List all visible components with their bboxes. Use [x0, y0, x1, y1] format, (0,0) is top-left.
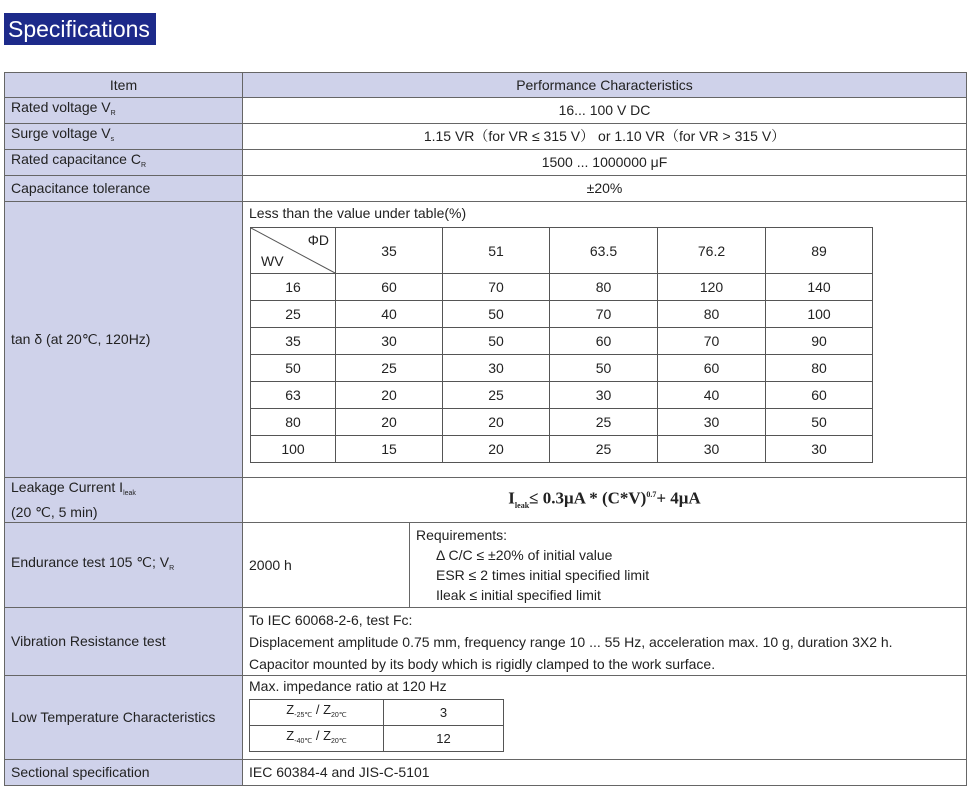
row-tan-delta	[5, 202, 967, 478]
rated-voltage-value: 16... 100 V DC	[243, 98, 967, 124]
value-cell: 80	[550, 274, 658, 301]
surge-voltage-value: 1.15 VR（for VR ≤ 315 V） or 1.10 VR（for VR > 315 V）	[243, 124, 967, 150]
wv-cell: 16	[251, 274, 336, 301]
table-row	[251, 274, 873, 301]
value-cell: 30	[336, 328, 443, 355]
page-title: Specifications	[4, 13, 156, 45]
value-cell: 50	[443, 301, 550, 328]
endurance-requirements: Requirements: Δ C/C ≤ ±20% of initial value ESR ≤ 2 times initial specified limit Ileak ≤ initial specified limit	[409, 523, 966, 607]
value-cell: 60	[658, 355, 766, 382]
low-temp-content	[243, 676, 967, 760]
value-cell: 120	[658, 274, 766, 301]
header-item: Item	[5, 73, 243, 98]
sectional-value: IEC 60384-4 and JIS-C-5101	[243, 760, 967, 786]
wv-cell: 35	[251, 328, 336, 355]
rated-capacitance-value: 1500 ... 1000000 μF	[243, 150, 967, 176]
impedance-ratio-value: 12	[384, 726, 504, 752]
value-cell: 50	[766, 409, 873, 436]
value-cell: 30	[766, 436, 873, 463]
impedance-table	[249, 699, 504, 752]
table-row	[250, 700, 504, 726]
diameter-header: 35	[336, 228, 443, 274]
rated-capacitance-label: Rated capacitance $C_R$	[5, 150, 243, 176]
low-temp-title: Max. impedance ratio at 120 Hz	[249, 678, 447, 694]
row-endurance-test	[5, 523, 967, 608]
value-cell: 50	[550, 355, 658, 382]
value-cell: 30	[658, 409, 766, 436]
value-cell: 60	[336, 274, 443, 301]
value-cell: 70	[658, 328, 766, 355]
table-row	[250, 726, 504, 752]
value-cell: 140	[766, 274, 873, 301]
table-row	[251, 409, 873, 436]
value-cell: 25	[550, 436, 658, 463]
value-cell: 20	[336, 409, 443, 436]
row-vibration-test	[5, 608, 967, 676]
value-cell: 60	[550, 328, 658, 355]
tan-delta-table	[250, 227, 873, 463]
row-low-temperature	[5, 676, 967, 760]
value-cell: 70	[443, 274, 550, 301]
rated-voltage-label: Rated voltage $V_R$	[5, 98, 243, 124]
value-cell: 50	[443, 328, 550, 355]
impedance-ratio-label: $Z_{-25℃} / Z_{20℃}$	[250, 700, 384, 726]
leakage-label: Leakage Current $I_{leak}$ (20 ℃, 5 min)	[5, 478, 243, 523]
wv-cell: 100	[251, 436, 336, 463]
value-cell: 70	[550, 301, 658, 328]
row-sectional-spec	[5, 760, 967, 786]
tan-delta-content	[243, 202, 967, 478]
vibration-content: To IEC 60068-2-6, test Fc: Displacement amplitude 0.75 mm, frequency range 10 ... 55 Hz, acceleration max. 10 g, duration 3X2 h. Capacitor mounted by its body which is rigidly clamped to the work surface.	[243, 608, 967, 676]
impedance-ratio-label: $Z_{-40℃} / Z_{20℃}$	[250, 726, 384, 752]
diameter-header: 51	[443, 228, 550, 274]
value-cell: 80	[658, 301, 766, 328]
table-header	[5, 73, 967, 98]
tolerance-value: ±20%	[243, 176, 967, 202]
tan-delta-label: tan δ (at 20℃, 120Hz)	[5, 202, 243, 478]
value-cell: 80	[766, 355, 873, 382]
row-rated-capacitance	[5, 150, 967, 176]
diameter-header: 63.5	[550, 228, 658, 274]
value-cell: 15	[336, 436, 443, 463]
wv-label: WV	[261, 253, 284, 269]
value-cell: 30	[550, 382, 658, 409]
endurance-label: Endurance test 105 ℃; $V_R$	[5, 523, 243, 608]
row-capacitance-tolerance	[5, 176, 967, 202]
value-cell: 25	[443, 382, 550, 409]
wv-cell: 63	[251, 382, 336, 409]
table-row	[251, 355, 873, 382]
endurance-content	[243, 523, 967, 608]
table-row	[251, 301, 873, 328]
surge-voltage-label: Surge voltage $V_s$	[5, 124, 243, 150]
value-cell: 20	[336, 382, 443, 409]
value-cell: 30	[443, 355, 550, 382]
diameter-header: 89	[766, 228, 873, 274]
wv-cell: 80	[251, 409, 336, 436]
value-cell: 40	[336, 301, 443, 328]
specifications-table	[4, 72, 967, 786]
vibration-label: Vibration Resistance test	[5, 608, 243, 676]
wv-cell: 50	[251, 355, 336, 382]
table-row	[251, 382, 873, 409]
diameter-label: ΦD	[307, 232, 329, 248]
leakage-formula: $I_{leak}\le 0.3\mu A * (C*V)^{0.7}+ 4\mu A$	[243, 478, 967, 523]
endurance-duration: 2000 h	[249, 556, 292, 573]
diagonal-header-cell	[251, 228, 336, 274]
tolerance-label: Capacitance tolerance	[5, 176, 243, 202]
value-cell: 20	[443, 409, 550, 436]
row-surge-voltage	[5, 124, 967, 150]
impedance-ratio-value: 3	[384, 700, 504, 726]
row-rated-voltage	[5, 98, 967, 124]
value-cell: 90	[766, 328, 873, 355]
diameter-header: 76.2	[658, 228, 766, 274]
sectional-label: Sectional specification	[5, 760, 243, 786]
tan-delta-intro: Less than the value under table(%)	[249, 205, 467, 221]
value-cell: 40	[658, 382, 766, 409]
value-cell: 100	[766, 301, 873, 328]
wv-cell: 25	[251, 301, 336, 328]
row-leakage-current	[5, 478, 967, 523]
value-cell: 20	[443, 436, 550, 463]
table-row	[251, 328, 873, 355]
header-performance: Performance Characteristics	[243, 73, 967, 98]
value-cell: 25	[336, 355, 443, 382]
value-cell: 30	[658, 436, 766, 463]
table-row	[251, 436, 873, 463]
value-cell: 25	[550, 409, 658, 436]
tan-delta-header-row	[251, 228, 873, 274]
low-temp-label: Low Temperature Characteristics	[5, 676, 243, 760]
value-cell: 60	[766, 382, 873, 409]
